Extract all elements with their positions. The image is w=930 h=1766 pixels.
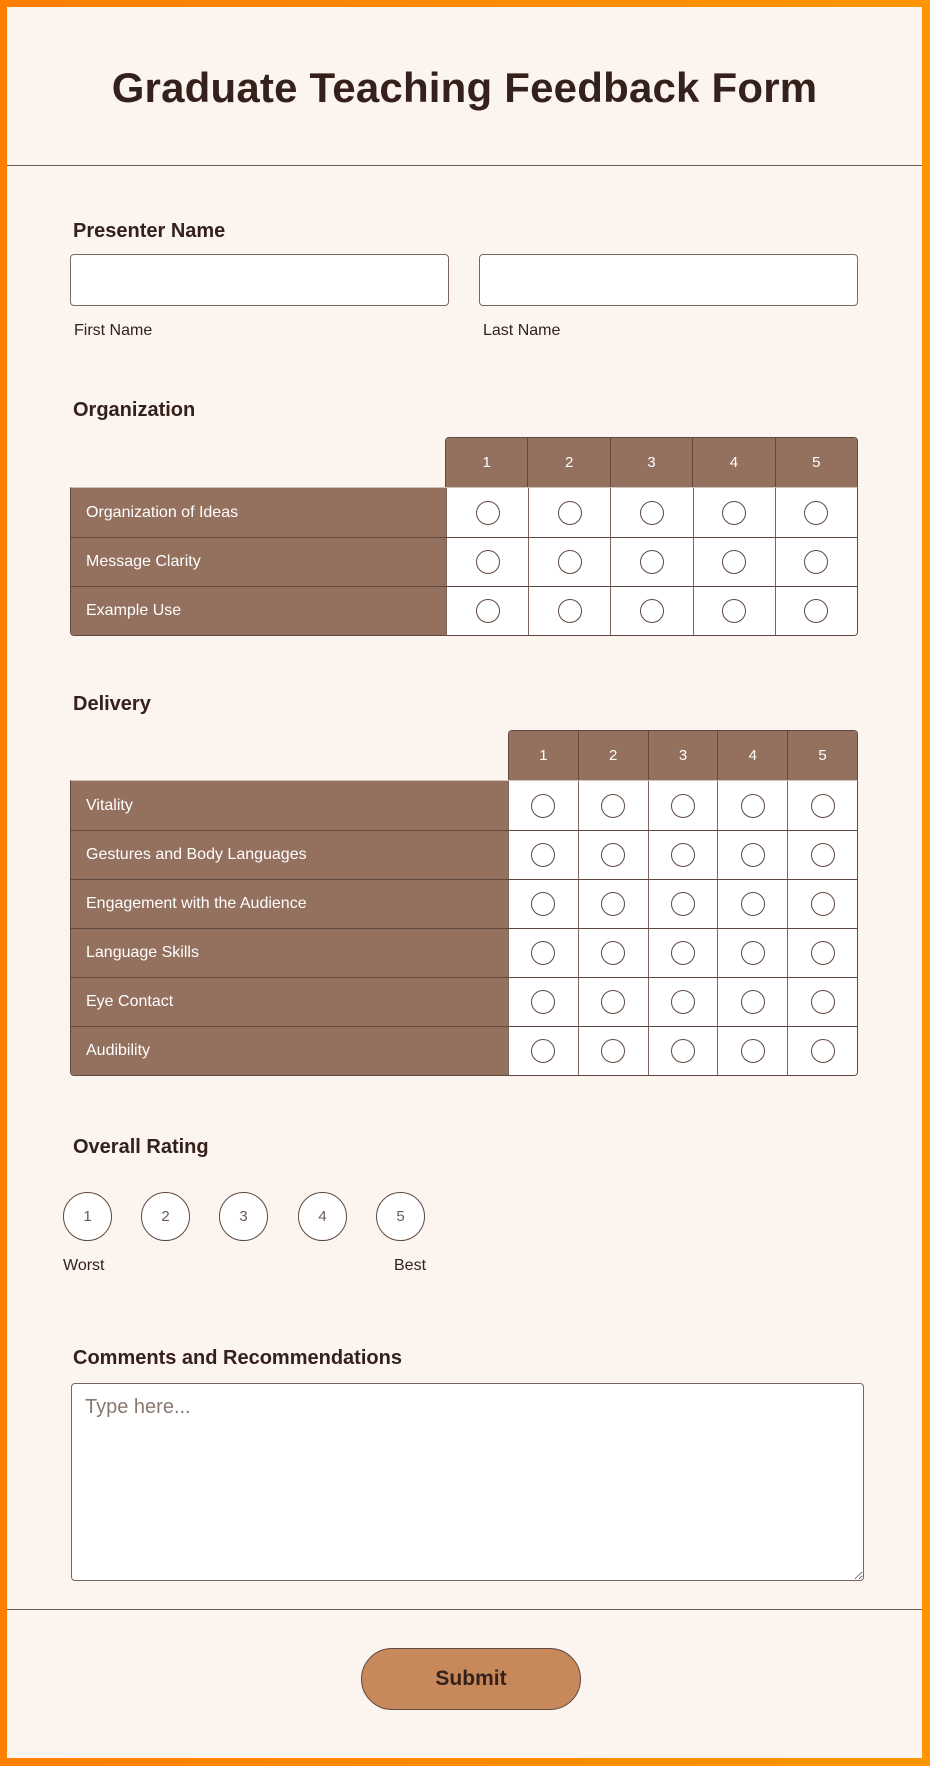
radio-option[interactable]	[601, 1039, 625, 1063]
radio-option[interactable]	[601, 843, 625, 867]
radio-option[interactable]	[811, 990, 835, 1014]
radio-option[interactable]	[531, 794, 555, 818]
radio-option[interactable]	[558, 550, 582, 574]
radio-option[interactable]	[671, 1039, 695, 1063]
rating-option-2[interactable]: 2	[141, 1192, 190, 1241]
radio-option[interactable]	[804, 550, 828, 574]
radio-option[interactable]	[741, 1039, 765, 1063]
matrix-row	[71, 488, 857, 537]
organization-label: Organization	[73, 399, 196, 421]
matrix-row	[71, 537, 857, 586]
column-header: 2	[578, 731, 648, 780]
radio-option[interactable]	[741, 892, 765, 916]
radio-option[interactable]	[476, 550, 500, 574]
matrix-row	[71, 830, 857, 879]
radio-option[interactable]	[741, 941, 765, 965]
rating-option-3[interactable]: 3	[219, 1192, 268, 1241]
rating-option-5[interactable]: 5	[376, 1192, 425, 1241]
radio-option[interactable]	[804, 599, 828, 623]
last-name-input[interactable]	[479, 254, 858, 306]
last-name-sublabel: Last Name	[483, 322, 561, 339]
radio-option[interactable]	[601, 794, 625, 818]
matrix-row	[71, 977, 857, 1026]
radio-option[interactable]	[811, 794, 835, 818]
column-header: 5	[775, 438, 857, 487]
radio-option[interactable]	[601, 941, 625, 965]
radio-option[interactable]	[811, 1039, 835, 1063]
radio-option[interactable]	[741, 843, 765, 867]
radio-option[interactable]	[531, 892, 555, 916]
column-header: 1	[446, 438, 527, 487]
radio-option[interactable]	[741, 990, 765, 1014]
radio-option[interactable]	[811, 892, 835, 916]
submit-button[interactable]: Submit	[361, 1648, 581, 1710]
column-header: 3	[648, 731, 718, 780]
row-label: Vitality	[71, 781, 508, 830]
row-label: Audibility	[71, 1027, 508, 1075]
matrix-row	[71, 928, 857, 977]
radio-option[interactable]	[671, 941, 695, 965]
radio-option[interactable]	[640, 599, 664, 623]
row-label: Organization of Ideas	[71, 488, 446, 537]
radio-option[interactable]	[671, 794, 695, 818]
row-label: Gestures and Body Languages	[71, 831, 508, 879]
rating-max-caption: Best	[394, 1257, 427, 1274]
radio-option[interactable]	[558, 599, 582, 623]
radio-option[interactable]	[531, 843, 555, 867]
row-label: Example Use	[71, 587, 446, 635]
rating-option-4[interactable]: 4	[298, 1192, 347, 1241]
comments-textarea[interactable]	[71, 1383, 864, 1581]
comments-label: Comments and Recommendations	[73, 1347, 402, 1369]
radio-option[interactable]	[741, 794, 765, 818]
matrix-row	[71, 1026, 857, 1075]
radio-option[interactable]	[722, 501, 746, 525]
organization-matrix	[70, 487, 858, 636]
column-header: 4	[692, 438, 774, 487]
matrix-row	[71, 879, 857, 928]
radio-option[interactable]	[476, 501, 500, 525]
matrix-row	[71, 781, 857, 830]
radio-option[interactable]	[671, 990, 695, 1014]
radio-option[interactable]	[671, 843, 695, 867]
radio-option[interactable]	[476, 599, 500, 623]
overall-rating-label: Overall Rating	[73, 1136, 209, 1158]
radio-option[interactable]	[531, 941, 555, 965]
first-name-sublabel: First Name	[74, 322, 153, 339]
row-label: Eye Contact	[71, 978, 508, 1026]
column-header: 3	[610, 438, 692, 487]
radio-option[interactable]	[558, 501, 582, 525]
column-header: 2	[527, 438, 609, 487]
form-page	[7, 7, 922, 1758]
column-header: 1	[509, 731, 578, 780]
radio-option[interactable]	[722, 550, 746, 574]
radio-option[interactable]	[601, 990, 625, 1014]
form-title: Graduate Teaching Feedback Form	[111, 64, 818, 111]
header-divider	[7, 165, 922, 166]
delivery-matrix	[70, 780, 858, 1076]
radio-option[interactable]	[531, 1039, 555, 1063]
column-header: 4	[717, 731, 787, 780]
radio-option[interactable]	[811, 843, 835, 867]
rating-option-1[interactable]: 1	[63, 1192, 112, 1241]
radio-option[interactable]	[722, 599, 746, 623]
radio-option[interactable]	[531, 990, 555, 1014]
presenter-name-label: Presenter Name	[73, 220, 226, 242]
radio-option[interactable]	[640, 550, 664, 574]
row-label: Engagement with the Audience	[71, 880, 508, 928]
organization-matrix-header	[445, 437, 858, 487]
matrix-row	[71, 586, 857, 635]
rating-min-caption: Worst	[63, 1257, 105, 1274]
radio-option[interactable]	[601, 892, 625, 916]
radio-option[interactable]	[640, 501, 664, 525]
radio-option[interactable]	[804, 501, 828, 525]
delivery-matrix-header	[508, 730, 858, 780]
radio-option[interactable]	[671, 892, 695, 916]
footer-divider	[7, 1609, 922, 1610]
row-label: Language Skills	[71, 929, 508, 977]
column-header: 5	[787, 731, 857, 780]
radio-option[interactable]	[811, 941, 835, 965]
delivery-label: Delivery	[73, 693, 151, 715]
row-label: Message Clarity	[71, 538, 446, 586]
first-name-input[interactable]	[70, 254, 449, 306]
